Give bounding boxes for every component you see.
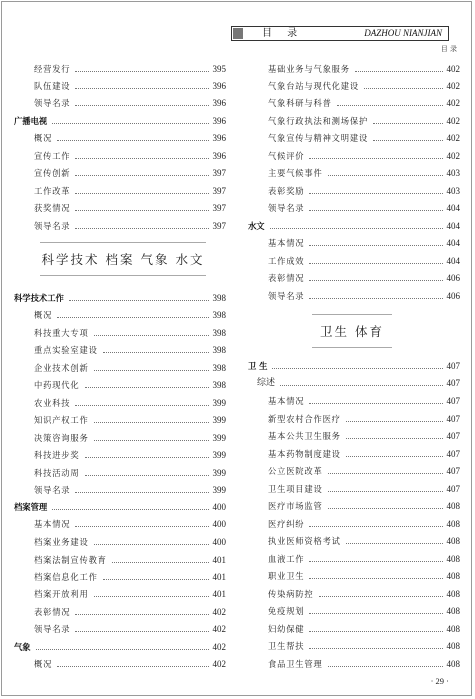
toc-entry[interactable] <box>248 517 460 531</box>
toc-entry[interactable] <box>14 308 226 322</box>
toc-page-number: 398 <box>212 380 226 390</box>
toc-entry[interactable] <box>14 570 226 584</box>
toc-entry-title: 档案业务建设 <box>34 537 89 547</box>
toc-page-number: 402 <box>446 98 460 108</box>
toc-entry[interactable] <box>248 149 460 163</box>
toc-entry[interactable] <box>14 431 226 445</box>
toc-page-number: 408 <box>446 501 460 511</box>
toc-entry-title: 水文 <box>248 221 265 231</box>
toc-entry[interactable] <box>248 412 460 426</box>
toc-entry-title: 表彰情况 <box>34 607 71 617</box>
toc-leader-dots <box>346 542 443 544</box>
toc-entry-title: 知识产权工作 <box>34 415 89 425</box>
toc-entry[interactable] <box>248 271 460 285</box>
toc-page-number: 398 <box>212 345 226 355</box>
toc-page-number: 397 <box>212 186 226 196</box>
toc-entry-title: 科技进步奖 <box>34 450 80 460</box>
toc-leader-dots <box>75 157 208 159</box>
toc-entry[interactable] <box>14 622 226 636</box>
toc-entry[interactable] <box>248 429 460 443</box>
toc-entry[interactable] <box>14 413 226 427</box>
toc-page-number: 398 <box>212 328 226 338</box>
toc-entry[interactable] <box>248 622 460 636</box>
toc-entry-title: 档案管理 <box>14 502 48 512</box>
toc-leader-dots <box>309 244 442 246</box>
toc-entry-title: 表彰情况 <box>268 273 305 283</box>
toc-entry[interactable] <box>14 605 226 619</box>
toc-entry-title: 表彰奖励 <box>268 186 305 196</box>
toc-leader-dots <box>328 174 443 176</box>
toc-entry-title: 基本公共卫生服务 <box>268 431 341 441</box>
toc-page-number: 408 <box>446 571 460 581</box>
toc-entry-title: 传染病防控 <box>268 589 314 599</box>
toc-entry[interactable] <box>248 394 460 408</box>
toc-entry[interactable] <box>248 376 460 390</box>
toc-entry-title: 广播电视 <box>14 116 48 126</box>
toc-page-number: 408 <box>446 659 460 669</box>
toc-leader-dots <box>337 104 443 106</box>
toc-page-number: 401 <box>212 589 226 599</box>
toc-entry[interactable] <box>14 361 226 375</box>
toc-page-number: 397 <box>212 203 226 213</box>
toc-page-number: 399 <box>212 450 226 460</box>
toc-leader-dots <box>346 420 443 422</box>
toc-section-heading[interactable] <box>14 291 226 305</box>
toc-page-number: 398 <box>212 310 226 320</box>
toc-entry-title: 概况 <box>34 133 53 143</box>
toc-entry[interactable] <box>248 254 460 268</box>
toc-page-number: 408 <box>446 536 460 546</box>
toc-entry[interactable] <box>248 289 460 303</box>
toc-entry-title: 科技重大专项 <box>34 328 89 338</box>
toc-leader-dots <box>319 595 443 597</box>
toc-entry[interactable] <box>14 166 226 180</box>
toc-page-number: 397 <box>212 168 226 178</box>
toc-page-number: 399 <box>212 433 226 443</box>
toc-entry[interactable] <box>248 464 460 478</box>
toc-page-number: 399 <box>212 468 226 478</box>
toc-leader-dots <box>94 595 209 597</box>
toc-entry[interactable] <box>14 343 226 357</box>
toc-leader-dots <box>75 525 208 527</box>
toc-leader-dots <box>57 316 208 318</box>
toc-entry[interactable] <box>14 131 226 145</box>
toc-entry[interactable] <box>248 534 460 548</box>
toc-page-number: 398 <box>212 293 226 303</box>
header-subtitle: 目 录 <box>440 45 457 53</box>
toc-page-number: 407 <box>446 431 460 441</box>
toc-leader-dots <box>52 122 208 124</box>
toc-entry[interactable] <box>14 483 226 497</box>
toc-entry-title: 重点实验室建设 <box>34 345 98 355</box>
toc-leader-dots <box>373 122 442 124</box>
toc-page-number: 403 <box>446 186 460 196</box>
toc-page-number: 397 <box>212 221 226 231</box>
toc-leader-dots <box>57 139 208 141</box>
toc-page-number: 401 <box>212 572 226 582</box>
toc-entry-title: 宣传工作 <box>34 151 71 161</box>
toc-leader-dots <box>85 386 209 388</box>
toc-entry-title: 档案信息化工作 <box>34 572 98 582</box>
toc-leader-dots <box>309 157 442 159</box>
toc-entry-title: 基本情况 <box>268 396 305 406</box>
toc-entry-title: 职业卫生 <box>268 571 305 581</box>
toc-leader-dots <box>309 279 442 281</box>
header-square-icon <box>233 28 243 39</box>
toc-entry[interactable] <box>14 96 226 110</box>
toc-page-number: 403 <box>446 168 460 178</box>
toc-entry-title: 领导名录 <box>34 98 71 108</box>
toc-entry-title: 工作成效 <box>268 256 305 266</box>
toc-entry-title: 企业技术创新 <box>34 363 89 373</box>
toc-entry-title: 基本药物制度建设 <box>268 449 341 459</box>
toc-leader-dots <box>309 612 442 614</box>
toc-page-number: 396 <box>212 98 226 108</box>
toc-entry-title: 基本情况 <box>34 519 71 529</box>
toc-leader-dots <box>75 227 208 229</box>
toc-leader-dots <box>309 402 442 404</box>
toc-entry[interactable] <box>248 587 460 601</box>
toc-leader-dots <box>280 384 442 386</box>
toc-section-heading[interactable] <box>248 219 460 233</box>
toc-leader-dots <box>94 543 209 545</box>
toc-entry-title: 科学技术工作 <box>14 293 64 303</box>
toc-leader-dots <box>328 507 443 509</box>
toc-entry[interactable] <box>248 114 460 128</box>
toc-page-number: 407 <box>446 378 460 388</box>
toc-page-number: 402 <box>446 81 460 91</box>
toc-entry[interactable] <box>14 466 226 480</box>
toc-page-number: 402 <box>446 151 460 161</box>
toc-leader-dots <box>309 560 442 562</box>
toc-entry-title: 主要气候事件 <box>268 168 323 178</box>
toc-entry[interactable] <box>248 166 460 180</box>
toc-page-number: 407 <box>446 449 460 459</box>
toc-page-number: 408 <box>446 589 460 599</box>
toc-leader-dots <box>75 630 208 632</box>
toc-entry-title: 卫 生 <box>248 361 268 371</box>
toc-entry-title: 档案法制宣传教育 <box>34 555 107 565</box>
toc-entry[interactable] <box>248 96 460 110</box>
toc-page-number: 402 <box>446 64 460 74</box>
toc-entry[interactable] <box>248 604 460 618</box>
toc-leader-dots <box>328 490 443 492</box>
toc-page-number: 402 <box>446 133 460 143</box>
toc-page-number: 401 <box>212 555 226 565</box>
toc-entry-title: 经营发行 <box>34 64 71 74</box>
toc-entry[interactable] <box>14 587 226 601</box>
toc-entry[interactable] <box>14 535 226 549</box>
toc-entry[interactable] <box>248 236 460 250</box>
toc-page-number: 406 <box>446 273 460 283</box>
toc-entry-title: 气象科研与科普 <box>268 98 332 108</box>
toc-section-heading[interactable] <box>14 500 226 514</box>
toc-leader-dots <box>103 351 209 353</box>
toc-leader-dots <box>94 369 209 371</box>
toc-entry[interactable] <box>14 326 226 340</box>
toc-entry-title: 队伍建设 <box>34 81 71 91</box>
toc-entry-title: 基本情况 <box>268 238 305 248</box>
toc-leader-dots <box>94 439 209 441</box>
toc-page-number: 407 <box>446 414 460 424</box>
toc-leader-dots <box>309 262 442 264</box>
toc-leader-dots <box>75 192 208 194</box>
toc-entry-title: 概况 <box>34 659 53 669</box>
toc-page-number: 399 <box>212 398 226 408</box>
toc-entry[interactable] <box>248 447 460 461</box>
toc-entry-title: 领导名录 <box>34 221 71 231</box>
toc-entry-title: 医疗市场监管 <box>268 501 323 511</box>
header-title: 目 录 <box>262 28 304 39</box>
toc-entry-title: 新型农村合作医疗 <box>268 414 341 424</box>
toc-leader-dots <box>355 70 443 72</box>
toc-page-number: 404 <box>446 221 460 231</box>
toc-entry[interactable] <box>14 378 226 392</box>
toc-entry[interactable] <box>14 79 226 93</box>
toc-entry-title: 领导名录 <box>34 624 71 634</box>
toc-leader-dots <box>309 630 442 632</box>
toc-entry[interactable] <box>248 639 460 653</box>
header-brand: DAZHOU NIANJIAN <box>364 28 442 38</box>
toc-leader-dots <box>309 577 442 579</box>
toc-page-number: 402 <box>212 642 226 652</box>
toc-entry-title: 获奖情况 <box>34 203 71 213</box>
toc-entry-title: 执业医师资格考试 <box>268 536 341 546</box>
toc-entry[interactable] <box>248 657 460 671</box>
toc-leader-dots <box>75 174 208 176</box>
toc-entry-title: 卫生帮扶 <box>268 641 305 651</box>
toc-entry-title: 血液工作 <box>268 554 305 564</box>
toc-page-number: 407 <box>446 466 460 476</box>
toc-leader-dots <box>270 227 443 229</box>
toc-leader-dots <box>328 472 443 474</box>
page-number: · 29 · <box>430 676 449 686</box>
toc-entry[interactable] <box>248 201 460 215</box>
toc-leader-dots <box>85 474 209 476</box>
toc-page-number: 396 <box>212 151 226 161</box>
toc-entry-title: 气象台站与现代化建设 <box>268 81 359 91</box>
toc-leader-dots <box>57 665 208 667</box>
toc-entry-title: 气象 <box>14 642 31 652</box>
toc-leader-dots <box>112 561 209 563</box>
toc-entry-title: 气候评价 <box>268 151 305 161</box>
toc-leader-dots <box>103 578 209 580</box>
toc-entry[interactable] <box>248 62 460 76</box>
toc-entry-title: 宣传创新 <box>34 168 71 178</box>
toc-entry-title: 医疗纠纷 <box>268 519 305 529</box>
toc-page-number: 402 <box>446 116 460 126</box>
toc-page-number: 404 <box>446 256 460 266</box>
toc-page-number: 402 <box>212 659 226 669</box>
toc-page-number: 402 <box>212 607 226 617</box>
toc-page-number: 396 <box>212 116 226 126</box>
toc-entry-title: 领导名录 <box>34 485 71 495</box>
toc-entry-title: 农业科技 <box>34 398 71 408</box>
header-bar <box>231 26 449 41</box>
toc-leader-dots <box>272 367 442 369</box>
toc-page-number: 408 <box>446 624 460 634</box>
toc-leader-dots <box>75 404 208 406</box>
toc-page-number: 400 <box>212 502 226 512</box>
toc-leader-dots <box>309 297 442 299</box>
toc-leader-dots <box>373 139 442 141</box>
toc-entry[interactable] <box>14 184 226 198</box>
toc-leader-dots <box>309 647 442 649</box>
toc-entry[interactable] <box>248 482 460 496</box>
toc-entry[interactable] <box>14 657 226 671</box>
toc-leader-dots <box>346 437 443 439</box>
toc-leader-dots <box>309 525 442 527</box>
toc-leader-dots <box>94 334 209 336</box>
toc-leader-dots <box>346 455 443 457</box>
toc-page-number: 404 <box>446 238 460 248</box>
toc-page-number: 400 <box>212 519 226 529</box>
toc-entry-title: 决策咨询服务 <box>34 433 89 443</box>
toc-entry-title: 气象行政执法和测场保护 <box>268 116 369 126</box>
toc-page-number: 396 <box>212 133 226 143</box>
toc-leader-dots <box>75 104 208 106</box>
toc-section-heading[interactable] <box>14 114 226 128</box>
toc-entry[interactable] <box>248 552 460 566</box>
toc-entry-title: 领导名录 <box>268 203 305 213</box>
toc-entry[interactable] <box>14 448 226 462</box>
toc-page-number: 408 <box>446 606 460 616</box>
toc-entry[interactable] <box>14 517 226 531</box>
toc-page-number: 396 <box>212 81 226 91</box>
toc-entry-title: 工作改革 <box>34 186 71 196</box>
toc-leader-dots <box>364 87 443 89</box>
toc-leader-dots <box>36 648 209 650</box>
toc-entry-title: 食品卫生管理 <box>268 659 323 669</box>
toc-page-number: 407 <box>446 396 460 406</box>
toc-page-number: 406 <box>446 291 460 301</box>
toc-page-number: 404 <box>446 203 460 213</box>
toc-leader-dots <box>75 209 208 211</box>
toc-page-number: 408 <box>446 519 460 529</box>
toc-page-number: 399 <box>212 485 226 495</box>
toc-leader-dots <box>75 70 208 72</box>
toc-page-number: 407 <box>446 361 460 371</box>
toc-page-number: 398 <box>212 363 226 373</box>
toc-page-number: 408 <box>446 641 460 651</box>
toc-entry-title: 基础业务与气象服务 <box>268 64 350 74</box>
toc-entry[interactable] <box>248 184 460 198</box>
toc-entry-title: 妇幼保健 <box>268 624 305 634</box>
toc-entry-title: 气象宣传与精神文明建设 <box>268 133 369 143</box>
toc-entry-title: 概况 <box>34 310 53 320</box>
section-banner-health: 卫生 体育 <box>312 322 392 340</box>
toc-section-heading[interactable] <box>14 640 226 654</box>
toc-entry[interactable] <box>14 62 226 76</box>
toc-leader-dots <box>69 299 209 301</box>
toc-entry-title: 卫生项目建设 <box>268 484 323 494</box>
toc-entry-title: 综述 <box>257 378 276 388</box>
section-banner-science: 科学技术 档案 气象 水文 <box>41 252 205 267</box>
toc-page-number: 399 <box>212 415 226 425</box>
toc-entry-title: 领导名录 <box>268 291 305 301</box>
toc-entry[interactable] <box>248 79 460 93</box>
toc-entry[interactable] <box>14 149 226 163</box>
toc-leader-dots <box>309 192 442 194</box>
toc-leader-dots <box>75 613 208 615</box>
toc-page-number: 407 <box>446 484 460 494</box>
toc-leader-dots <box>309 209 442 211</box>
toc-entry[interactable] <box>14 553 226 567</box>
toc-entry-title: 档案开放利用 <box>34 589 89 599</box>
toc-leader-dots <box>75 491 208 493</box>
toc-entry[interactable] <box>248 569 460 583</box>
toc-page-number: 400 <box>212 537 226 547</box>
toc-page-number: 408 <box>446 554 460 564</box>
toc-leader-dots <box>328 665 443 667</box>
toc-entry-title: 中药现代化 <box>34 380 80 390</box>
toc-leader-dots <box>85 456 209 458</box>
toc-page-number: 395 <box>212 64 226 74</box>
toc-entry[interactable] <box>14 201 226 215</box>
toc-leader-dots <box>75 87 208 89</box>
toc-entry-title: 公立医院改革 <box>268 466 323 476</box>
toc-leader-dots <box>52 508 208 510</box>
toc-page-number: 402 <box>212 624 226 634</box>
toc-section-heading[interactable] <box>248 359 460 373</box>
toc-entry[interactable] <box>14 219 226 233</box>
toc-entry[interactable] <box>248 131 460 145</box>
toc-entry[interactable] <box>14 396 226 410</box>
toc-leader-dots <box>94 421 209 423</box>
toc-entry-title: 科技活动周 <box>34 468 80 478</box>
toc-entry[interactable] <box>248 499 460 513</box>
toc-entry-title: 免疫规划 <box>268 606 305 616</box>
